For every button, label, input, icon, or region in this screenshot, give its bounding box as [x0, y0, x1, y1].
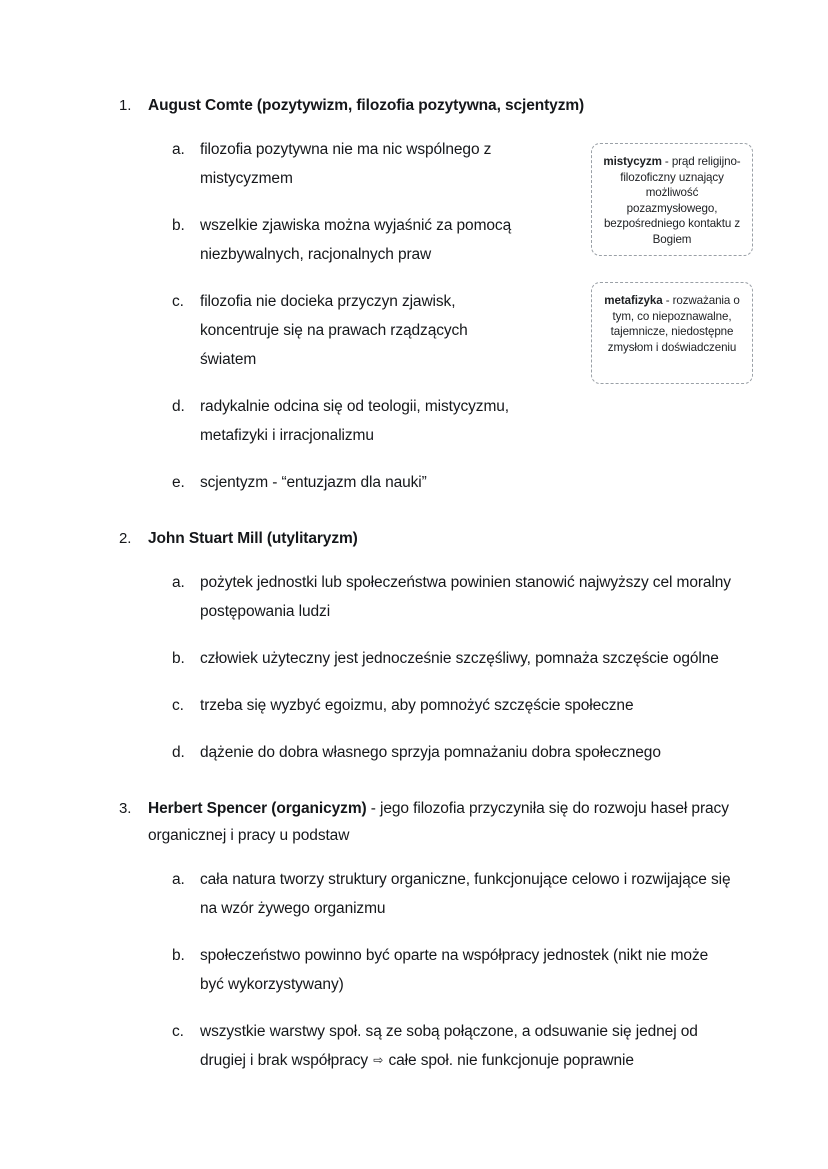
- list-item-text: radykalnie odcina się od teologii, mistycyzmu, metafizyki i irracjonalizmu: [200, 398, 509, 444]
- list-item-text: scjentyzm - “entuzjazm dla nauki”: [200, 474, 427, 491]
- list-item: [0, 941, 828, 999]
- definition-text: prąd religijno-filozoficzny uznający możliwość pozazmysłowego, bezpośredniego kontaktu z Bogiem: [603, 155, 741, 246]
- list-item: [0, 568, 828, 626]
- list-item: [0, 738, 828, 767]
- list-marker-letter: d.: [172, 398, 185, 415]
- list-item: [0, 468, 828, 497]
- list-item: [0, 865, 828, 923]
- list-item-text: człowiek użyteczny jest jednocześnie szczęśliwy, pomnaża szczęście ogólne: [200, 650, 719, 667]
- section-heading: [0, 795, 828, 849]
- definition-term: mistycyzm: [603, 155, 662, 168]
- definition-text: rozważania o tym, co niepoznawalne, tajemnicze, niedostępne zmysłom i doświadczeniu: [607, 294, 740, 354]
- list-marker-letter: a.: [172, 574, 185, 591]
- definition-box-mistycyzm: [591, 143, 753, 256]
- list-marker-letter: b.: [172, 650, 185, 667]
- list-item-text: filozofia pozytywna nie ma nic wspólnego z mistycyzmem: [200, 141, 492, 187]
- list-marker-letter: a.: [172, 871, 185, 888]
- list-marker-letter: b.: [172, 217, 185, 234]
- heading-bold-text: Herbert Spencer (organicyzm): [148, 800, 367, 817]
- sub-list: [0, 865, 828, 1075]
- section-john-stuart-mill: [0, 525, 828, 767]
- list-item-text-after-arrow: całe społ. nie funkcjonuje poprawnie: [384, 1052, 634, 1069]
- sub-list: [0, 568, 828, 767]
- list-marker-letter: d.: [172, 744, 185, 761]
- list-marker-letter: a.: [172, 141, 185, 158]
- list-item-text: trzeba się wyzbyć egoizmu, aby pomnożyć szczęście społeczne: [200, 697, 634, 714]
- list-item-text: cała natura tworzy struktury organiczne, funkcjonujące celowo i rozwijające się na wzór żywego organizmu: [200, 871, 731, 917]
- heading-bold-text: August Comte (pozytywizm, filozofia pozytywna, scjentyzm): [148, 97, 585, 114]
- list-marker-letter: c.: [172, 1023, 184, 1040]
- heading-bold-text: John Stuart Mill (utylitaryzm): [148, 530, 358, 547]
- list-marker-number: 2.: [119, 530, 132, 547]
- list-item-text: pożytek jednostki lub społeczeństwa powinien stanowić najwyższy cel moralny postępowania ludzi: [200, 574, 731, 620]
- section-spacer: [0, 785, 828, 795]
- definition-term: metafizyka: [604, 294, 663, 307]
- heading-regular-text: - jego filozofia przyczyniła się do rozwoju haseł pracy organicznej i pracy u podstaw: [148, 800, 729, 844]
- list-marker-letter: e.: [172, 474, 185, 491]
- list-item-text: dążenie do dobra własnego sprzyja pomnażaniu dobra społecznego: [200, 744, 661, 761]
- definition-dash: -: [661, 155, 672, 168]
- list-marker-number: 3.: [119, 800, 132, 817]
- definition-box-metafizyka: [591, 282, 753, 384]
- definition-dash: -: [662, 294, 673, 307]
- section-heading: [0, 92, 828, 119]
- list-item: [0, 691, 828, 720]
- section-heading: [0, 525, 828, 552]
- list-item: [0, 1017, 828, 1075]
- section-herbert-spencer: [0, 795, 828, 1075]
- arrow-icon: ⇨: [373, 1053, 384, 1067]
- section-spacer: [0, 515, 828, 525]
- list-item: [0, 392, 828, 450]
- list-marker-number: 1.: [119, 97, 132, 114]
- list-item-text: wszelkie zjawiska można wyjaśnić za pomocą niezbywalnych, racjonalnych praw: [200, 217, 512, 263]
- list-item-text: społeczeństwo powinno być oparte na współpracy jednostek (nikt nie może być wykorzystywany): [200, 947, 709, 993]
- list-item-text-before-arrow: wszystkie warstwy społ. są ze sobą połączone, a odsuwanie się jednej od drugiej i brak współpracy: [200, 1023, 698, 1069]
- list-item: [0, 644, 828, 673]
- list-marker-letter: b.: [172, 947, 185, 964]
- list-marker-letter: c.: [172, 697, 184, 714]
- list-item-text: filozofia nie docieka przyczyn zjawisk, koncentruje się na prawach rządzących światem: [200, 293, 468, 368]
- list-marker-letter: c.: [172, 293, 184, 310]
